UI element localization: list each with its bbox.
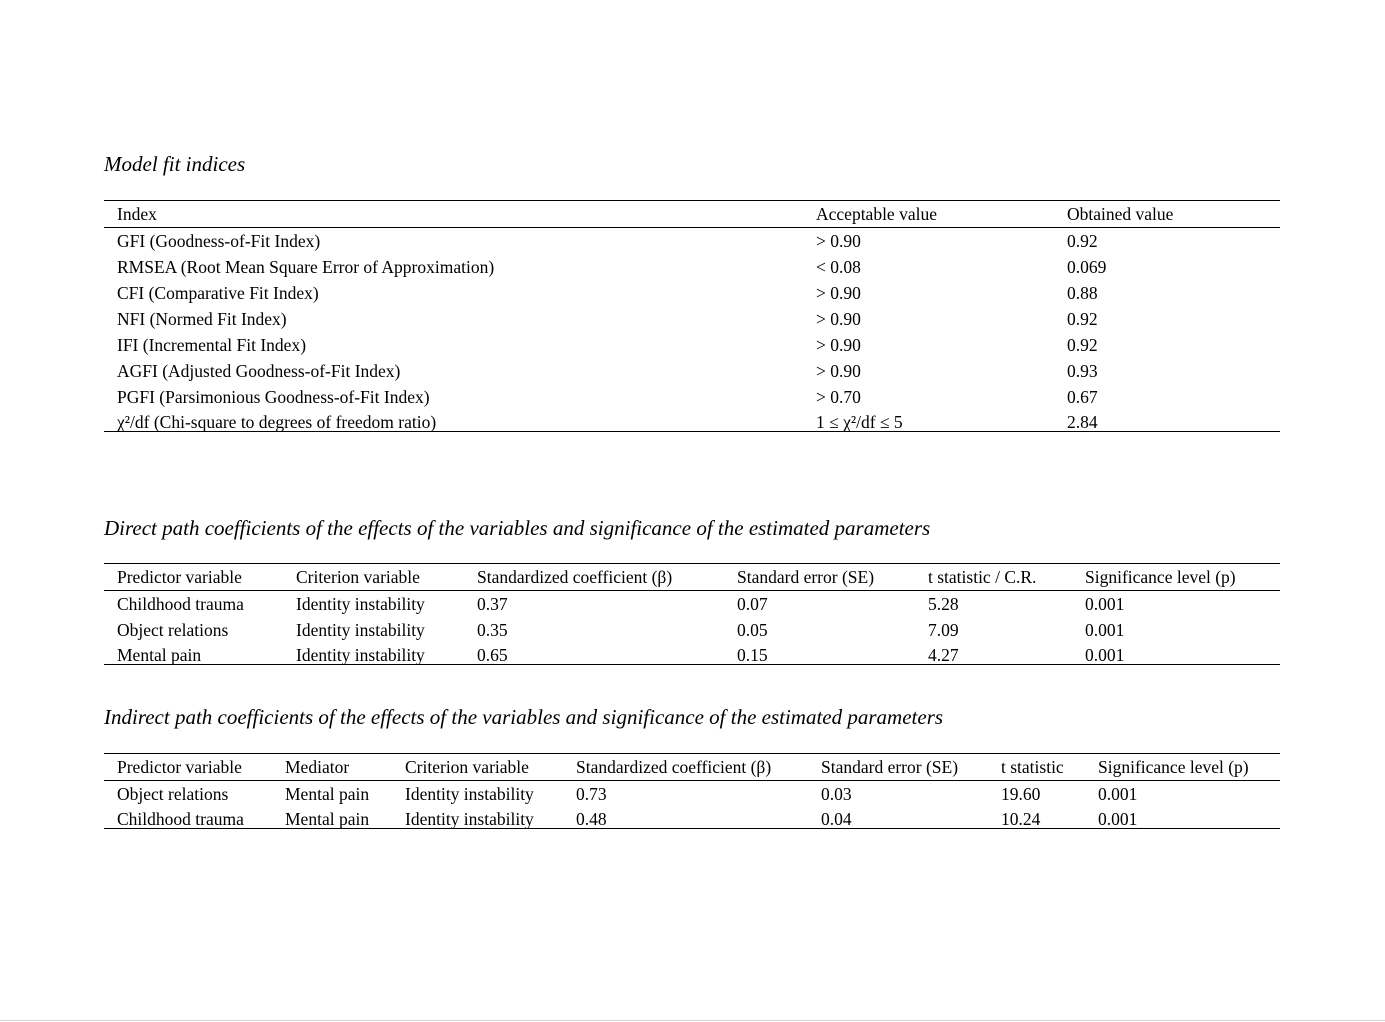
se-cell: 0.07 (737, 594, 768, 614)
page-bottom-divider (0, 1020, 1385, 1021)
header-significance-level: Significance level (p) (1098, 757, 1249, 777)
table-row (104, 332, 1280, 358)
predictor-cell: Object relations (117, 784, 229, 804)
index-cell: PGFI (Parsimonious Goodness-of-Fit Index) (117, 387, 430, 407)
obtained-value-cell: 0.88 (1067, 283, 1098, 303)
table-row (104, 807, 1280, 828)
table-row (104, 384, 1280, 410)
obtained-value-cell: 2.84 (1067, 412, 1098, 432)
acceptable-value-cell: > 0.70 (816, 387, 861, 407)
index-cell: IFI (Incremental Fit Index) (117, 335, 307, 355)
header-obtained-value: Obtained value (1067, 204, 1174, 224)
table-row (104, 228, 1280, 254)
index-cell: GFI (Goodness-of-Fit Index) (117, 231, 321, 251)
table-header-row (104, 754, 1280, 781)
mediator-cell: Mental pain (285, 784, 370, 804)
table-row (104, 280, 1280, 306)
table-row (104, 410, 1280, 431)
coefficient-cell: 0.37 (477, 594, 508, 614)
header-t-statistic: t statistic (1001, 757, 1064, 777)
t-cell: 5.28 (928, 594, 959, 614)
model-fit-table (104, 200, 1280, 432)
header-predictor-variable: Predictor variable (117, 757, 242, 777)
table-row (104, 358, 1280, 384)
criterion-cell: Identity instability (405, 809, 534, 829)
predictor-cell: Object relations (117, 620, 229, 640)
obtained-value-cell: 0.93 (1067, 361, 1098, 381)
header-index: Index (117, 204, 157, 224)
table1-caption: Model fit indices (104, 152, 246, 176)
p-cell: 0.001 (1085, 594, 1125, 614)
t-cell: 19.60 (1001, 784, 1041, 804)
obtained-value-cell: 0.92 (1067, 335, 1098, 355)
header-mediator: Mediator (285, 757, 350, 777)
index-cell: AGFI (Adjusted Goodness-of-Fit Index) (117, 361, 401, 381)
t-cell: 4.27 (928, 645, 959, 665)
index-cell: χ²/df (Chi-square to degrees of freedom ratio) (117, 412, 437, 432)
acceptable-value-cell: > 0.90 (816, 361, 861, 381)
table-row (104, 643, 1280, 664)
header-predictor-variable: Predictor variable (117, 567, 242, 587)
coefficient-cell: 0.65 (477, 645, 508, 665)
se-cell: 0.03 (821, 784, 852, 804)
criterion-cell: Identity instability (405, 784, 534, 804)
table-header-row (104, 564, 1280, 591)
obtained-value-cell: 0.92 (1067, 309, 1098, 329)
acceptable-value-cell: > 0.90 (816, 231, 861, 251)
index-cell: RMSEA (Root Mean Square Error of Approximation) (117, 257, 495, 277)
table-row (104, 306, 1280, 332)
coefficient-cell: 0.35 (477, 620, 508, 640)
header-criterion-variable: Criterion variable (405, 757, 529, 777)
acceptable-value-cell: > 0.90 (816, 283, 861, 303)
header-standardized-coefficient: Standardized coefficient (β) (576, 757, 772, 777)
acceptable-value-cell: 1 ≤ χ²/df ≤ 5 (816, 412, 903, 432)
obtained-value-cell: 0.67 (1067, 387, 1098, 407)
header-acceptable-value: Acceptable value (816, 204, 937, 224)
se-cell: 0.05 (737, 620, 768, 640)
acceptable-value-cell: < 0.08 (816, 257, 861, 277)
header-significance-level: Significance level (p) (1085, 567, 1236, 587)
header-criterion-variable: Criterion variable (296, 567, 420, 587)
predictor-cell: Childhood trauma (117, 594, 244, 614)
obtained-value-cell: 0.92 (1067, 231, 1098, 251)
indirect-path-table (104, 753, 1280, 829)
table-row (104, 254, 1280, 280)
index-cell: NFI (Normed Fit Index) (117, 309, 287, 329)
coefficient-cell: 0.48 (576, 809, 607, 829)
acceptable-value-cell: > 0.90 (816, 335, 861, 355)
header-t-statistic: t statistic / C.R. (928, 567, 1037, 587)
table-row (104, 617, 1280, 643)
predictor-cell: Childhood trauma (117, 809, 244, 829)
mediator-cell: Mental pain (285, 809, 370, 829)
table-header-row (104, 201, 1280, 228)
index-cell: CFI (Comparative Fit Index) (117, 283, 319, 303)
p-cell: 0.001 (1098, 784, 1138, 804)
header-standard-error: Standard error (SE) (821, 757, 959, 777)
table2-caption: Direct path coefficients of the effects of the variables and significance of the estimated parameters (104, 516, 931, 540)
predictor-cell: Mental pain (117, 645, 202, 665)
header-standardized-coefficient: Standardized coefficient (β) (477, 567, 673, 587)
se-cell: 0.15 (737, 645, 768, 665)
criterion-cell: Identity instability (296, 620, 425, 640)
p-cell: 0.001 (1085, 645, 1125, 665)
p-cell: 0.001 (1098, 809, 1138, 829)
coefficient-cell: 0.73 (576, 784, 607, 804)
acceptable-value-cell: > 0.90 (816, 309, 861, 329)
obtained-value-cell: 0.069 (1067, 257, 1107, 277)
table3-caption: Indirect path coefficients of the effects of the variables and significance of the estimated parameters (104, 705, 944, 729)
header-standard-error: Standard error (SE) (737, 567, 875, 587)
p-cell: 0.001 (1085, 620, 1125, 640)
table-row (104, 781, 1280, 807)
table-row (104, 591, 1280, 617)
direct-path-table (104, 563, 1280, 665)
criterion-cell: Identity instability (296, 645, 425, 665)
se-cell: 0.04 (821, 809, 852, 829)
criterion-cell: Identity instability (296, 594, 425, 614)
t-cell: 7.09 (928, 620, 959, 640)
t-cell: 10.24 (1001, 809, 1041, 829)
